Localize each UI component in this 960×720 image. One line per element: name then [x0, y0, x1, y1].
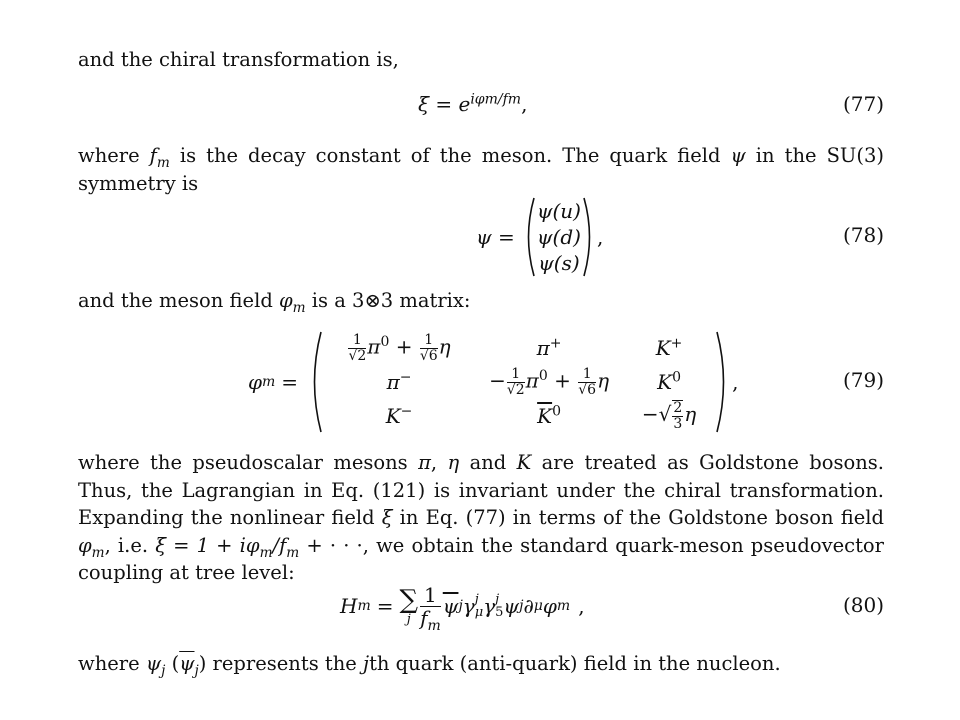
K-bar: $\overline{K}$ [537, 404, 553, 428]
pi: π [386, 370, 400, 394]
text: where the pseudoscalar mesons [78, 451, 419, 474]
eq80-comma: , [578, 594, 585, 618]
meson-matrix [324, 331, 714, 433]
text: and the chiral transformation is, [78, 48, 399, 71]
fraction [507, 367, 525, 397]
fraction [348, 333, 366, 363]
frac-den: √6 [578, 381, 597, 398]
matrix-cell-r2c3 [624, 370, 714, 394]
subscript: m [427, 617, 441, 634]
eq77-exponent: iφm/fm [470, 91, 522, 108]
expansion-expr: + · · · [299, 533, 363, 557]
minus: − [489, 368, 506, 393]
matrix-cell-r3c1 [324, 404, 474, 428]
psi-vector [537, 198, 581, 276]
f: f [420, 605, 428, 630]
matrix-cell-r2c1 [324, 370, 474, 394]
text: ) represents the [198, 652, 364, 675]
summation [399, 584, 419, 627]
frac-num: 1 [420, 584, 441, 607]
text: in the SU(3) symmetry is [78, 144, 884, 195]
vector-entry: ψ(u) [536, 199, 581, 223]
eq79-lhs: φ [248, 370, 263, 394]
K: K [385, 404, 401, 428]
eta: η [684, 402, 697, 427]
pi: π [525, 368, 539, 393]
symbol-psi-bar: $\overline{\psi}$ [179, 652, 195, 675]
eq78-lhs: ψ = [476, 225, 515, 249]
psi: ψ [503, 594, 520, 618]
psi-bar: $\overline{\psi}$ [442, 594, 459, 618]
text: are treated as Goldstone bosons. Thus, the Lagrangian in Eq. (121) is invariant under the chiral transformation. Expanding the nonlinear field [78, 451, 884, 529]
matrix-cell-r1c3 [624, 336, 714, 360]
text: where [78, 652, 146, 675]
equation-number-80: (80) [842, 593, 884, 617]
frac-den: √6 [419, 347, 438, 364]
sup: 0 [672, 369, 681, 386]
equation-number-77: (77) [842, 92, 884, 116]
fraction [420, 333, 438, 363]
text: , we obtain the standard quark-meson pseudovector coupling at tree level: [78, 533, 884, 584]
matrix-cell-r3c2 [474, 404, 624, 428]
frac-num: 1 [578, 367, 596, 383]
symbol-phi: φ [279, 289, 293, 312]
text: and the meson field [78, 289, 279, 312]
text: th quark (anti-quark) field in the nucleon. [369, 652, 781, 675]
left-paren-icon [306, 330, 324, 434]
sup: − [400, 403, 413, 420]
right-paren-icon [581, 196, 597, 278]
equals-sign: = [281, 370, 299, 394]
equation-78-body [476, 196, 603, 278]
symbol-xi: ξ [381, 506, 393, 529]
equation-80-body: H m = ∑ j $\frac{1}{f_m}$ $\overline{\psi}$ j γ j μ γ j 5 ψ j ∂ μ φ m , [340, 582, 585, 634]
minus: − [641, 402, 659, 427]
equals-sign: = [376, 594, 394, 618]
equation-number-79: (79) [842, 368, 884, 392]
frac-den: √2 [348, 347, 367, 364]
sup: j [495, 592, 500, 607]
pi: π [367, 334, 381, 359]
symbol-psi: ψ [145, 652, 162, 675]
symbol-psi: ψ [730, 144, 746, 167]
paragraph-chiral-intro [78, 46, 884, 74]
text: is a 3⊗3 matrix: [305, 289, 471, 312]
sum-sign: ∑ [399, 584, 419, 615]
eq79-comma: , [732, 370, 739, 394]
gamma-indices [475, 593, 483, 619]
eq77-comma: , [521, 92, 528, 116]
sup: 0 [380, 333, 390, 350]
plus: + [554, 368, 571, 393]
eq77-lhs: ξ = e [418, 92, 471, 116]
phi: φ [542, 594, 557, 618]
plus: + [395, 334, 413, 359]
subscript: m [259, 544, 273, 561]
symbol-f: f [149, 144, 157, 167]
sup: 0 [538, 367, 548, 384]
right-paren-icon [714, 330, 732, 434]
paragraph-decay-constant [78, 142, 884, 197]
matrix-cell-r1c1 [324, 333, 474, 363]
symbol-phi: φ [78, 533, 92, 557]
sup: − [399, 369, 412, 386]
text: and [459, 451, 517, 474]
symbol-K: K [516, 451, 532, 474]
frac-num: 1 [348, 333, 366, 349]
text: in Eq. (77) in terms of the Goldstone boson field [392, 506, 884, 529]
subscript: j [194, 662, 199, 679]
text: is the decay constant of the meson. The quark field [169, 144, 731, 167]
eta: η [438, 334, 451, 359]
frac-den [420, 605, 441, 634]
eq80-lhs: H [340, 594, 358, 618]
gamma: γ [462, 594, 475, 618]
sup: + [670, 335, 683, 352]
gamma5: γ [483, 594, 496, 618]
sqrt-sign: √ [658, 402, 672, 427]
sum-index: j [406, 611, 411, 627]
equation-78 [78, 196, 884, 278]
paragraph-quark-field [78, 650, 884, 678]
subscript: j [161, 662, 166, 679]
text: , i.e. [104, 533, 156, 557]
equation-79-body: φ m = $\frac{1}{√2}$ $\pi^0$ + $\frac{1}{√6}$ η π+ K+ π− − $\frac{1}{√2}$ $\pi^0$ + $\frac{1}{√6}$ η $K^0$ K− $\overline{K}^0$ −√ $\frac{2}{3}$ η , [248, 331, 739, 432]
symbol-eta: η [447, 451, 460, 474]
sup: j [474, 592, 479, 607]
paragraph-meson-field [78, 287, 884, 315]
paragraph-goldstone [78, 449, 884, 587]
eq78-comma: , [596, 225, 604, 249]
K: K [657, 370, 673, 394]
symbol-j: j [363, 652, 370, 675]
equation-79 [78, 330, 884, 434]
sup: + [549, 335, 562, 352]
equation-number-78: (78) [842, 223, 884, 247]
partial: ∂ [523, 594, 534, 618]
text: ( [165, 652, 180, 675]
sub: μ [474, 605, 484, 620]
sub: 5 [495, 605, 504, 620]
matrix-cell-r3c3 [624, 400, 714, 431]
K: K [655, 336, 671, 360]
subscript: m [292, 299, 306, 316]
equation-80 [78, 576, 884, 636]
sup: 0 [552, 403, 561, 420]
fraction-1-over-fm [420, 582, 441, 634]
vector-entry: ψ(s) [538, 251, 580, 275]
fraction [578, 367, 596, 397]
equation-77-body [418, 92, 527, 116]
frac-num: 2 [673, 400, 683, 417]
fraction [672, 400, 683, 431]
left-paren-icon [521, 196, 537, 278]
expansion-expr: /f [272, 533, 287, 557]
symbol-pi: π [418, 451, 431, 474]
pi: π [536, 336, 550, 360]
frac-num: 1 [420, 333, 438, 349]
matrix-cell-r1c2 [474, 336, 624, 360]
matrix-cell-r2c2 [474, 367, 624, 397]
subscript: m [156, 154, 170, 171]
equation-77 [78, 92, 884, 122]
expansion-expr: ξ = 1 + iφ [155, 533, 260, 557]
frac-den: 3 [673, 416, 683, 432]
subscript: m [286, 544, 300, 561]
subscript: m [91, 544, 105, 561]
gamma5-indices [495, 593, 503, 619]
vector-entry: ψ(d) [536, 225, 581, 249]
text: where [78, 144, 150, 167]
eta: η [597, 368, 610, 393]
text: , [430, 451, 448, 474]
frac-num: 1 [507, 367, 525, 383]
frac-den: √2 [506, 381, 525, 398]
